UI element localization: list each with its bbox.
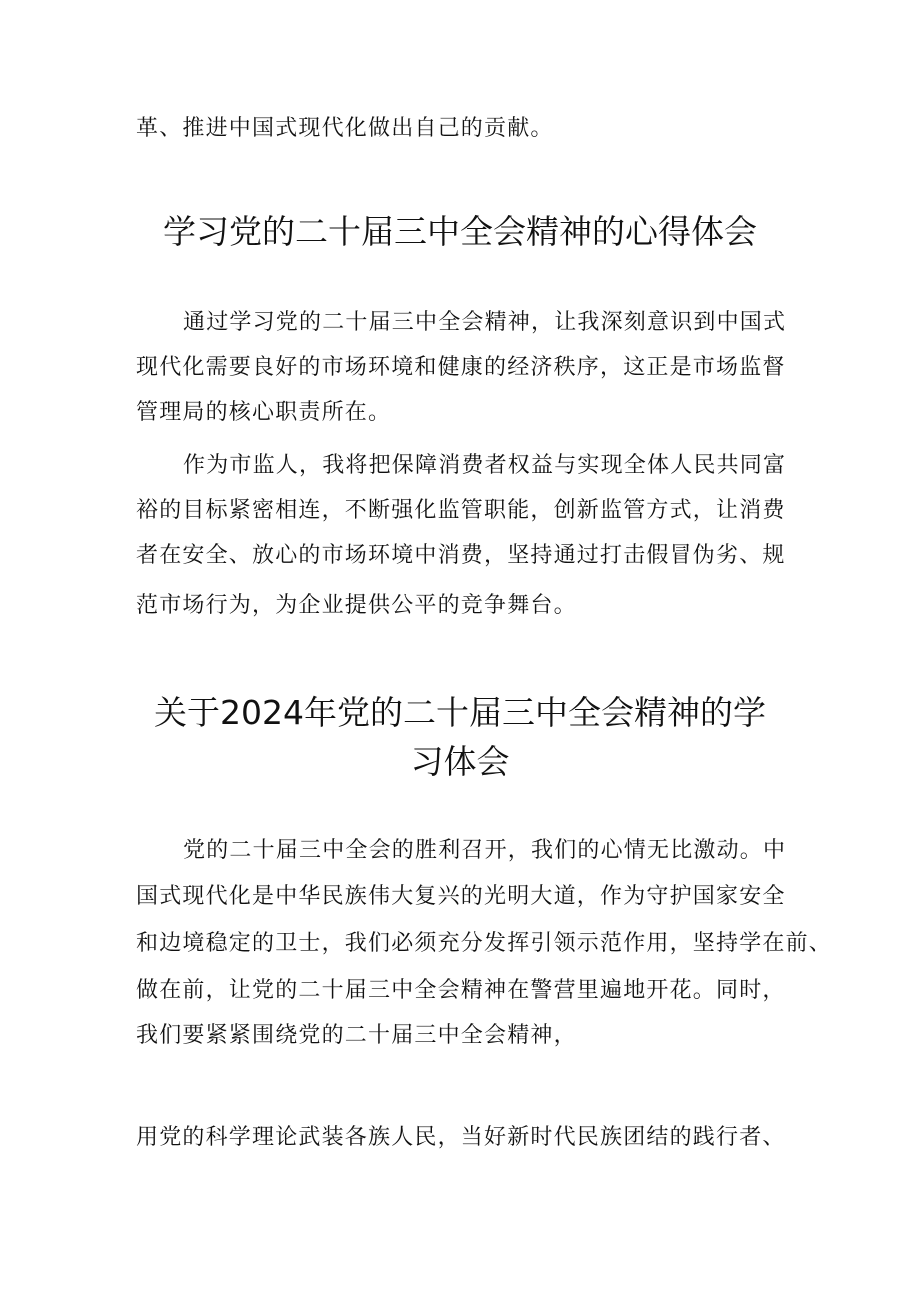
section2-p1-line1: 党的二十届三中全会的胜利召开，我们的心情无比激动。中 [183,838,787,863]
section2-p1-line4: 做在前，让党的二十届三中全会精神在警营里遍地开花。同时， [136,978,786,1003]
section2-p1-line5: 我们要紧紧围绕党的二十届三中全会精神， [136,1023,577,1048]
section1-p2-line2: 裕的目标紧密相连，不断强化监管职能，创新监管方式，让消费 [136,498,786,523]
section1-p2-line3: 者在安全、放心的市场环境中消费，坚持通过打击假冒伪劣、规 [136,543,786,568]
section2-p2-line1: 用党的科学理论武装各族人民，当好新时代民族团结的践行者、 [136,1125,786,1150]
section1-p2-line1: 作为市监人，我将把保障消费者权益与实现全体人民共同富 [183,453,787,478]
section2-p1-line2: 国式现代化是中华民族伟大复兴的光明大道，作为守护国家安全 [136,884,786,909]
intro-tail-line: 革、推进中国式现代化做出自己的贡献。 [136,116,554,141]
section1-p1-line1: 通过学习党的二十届三中全会精神，让我深刻意识到中国式 [183,310,787,335]
section1-p1-line2: 现代化需要良好的市场环境和健康的经济秩序，这正是市场监督 [136,355,786,380]
section1-p2-line4: 范市场行为，为企业提供公平的竞争舞台。 [136,593,577,618]
section2-p1-line3: 和边境稳定的卫士，我们必须充分发挥引领示范作用，坚持学在前、 [136,931,833,956]
section1-title: 学习党的二十届三中全会精神的心得体会 [163,212,757,251]
section2-title-line1: 关于2024年党的二十届三中全会精神的学 [154,693,766,732]
section1-p1-line3: 管理局的核心职责所在。 [136,400,392,425]
section2-title-line2: 习体会 [410,742,510,781]
